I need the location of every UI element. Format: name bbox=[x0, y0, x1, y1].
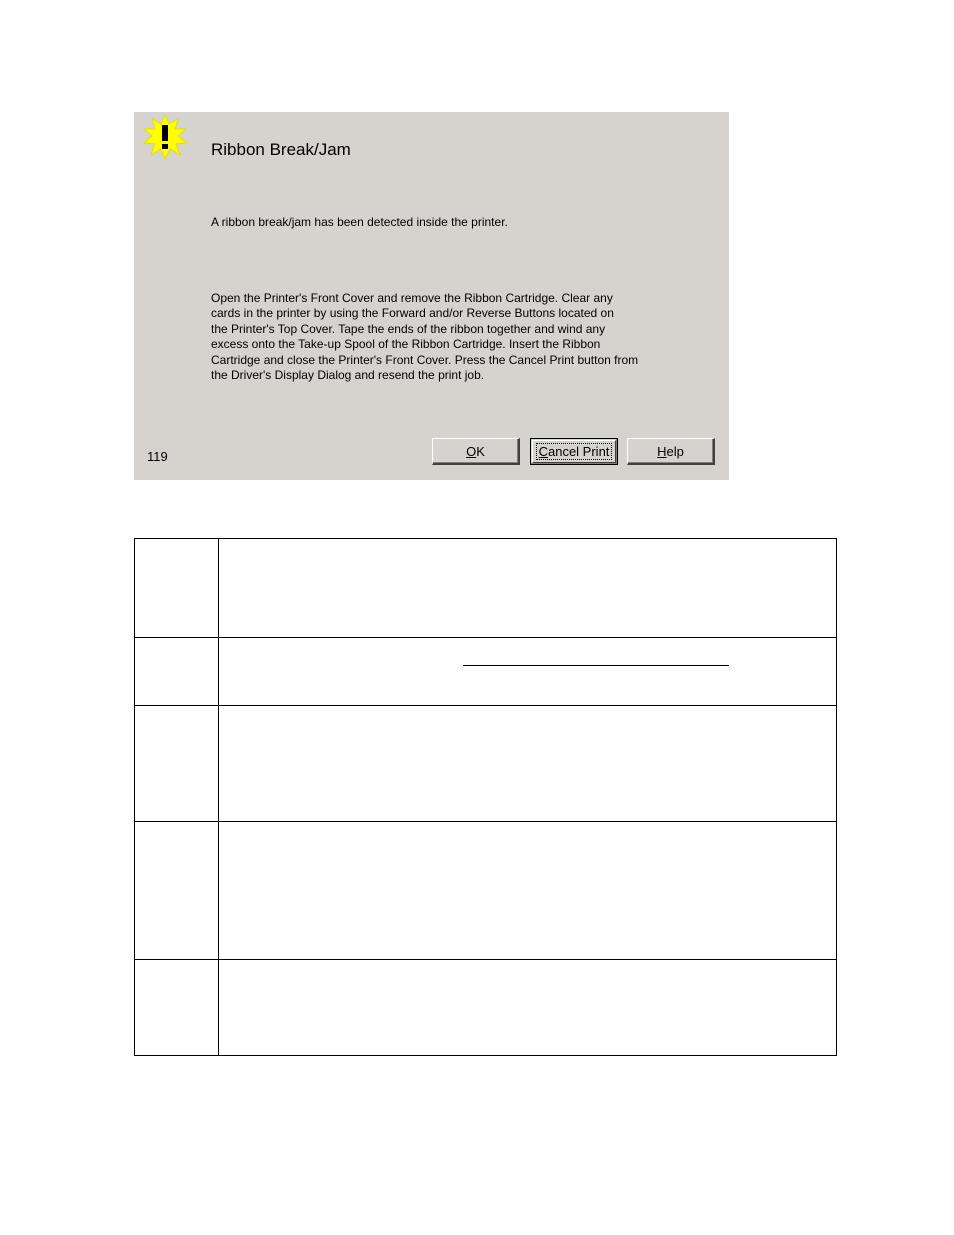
instruction-line: the Driver's Display Dialog and resend the print job. bbox=[211, 368, 485, 383]
table-cell bbox=[135, 638, 219, 706]
dialog-instructions bbox=[211, 291, 671, 383]
table-cell bbox=[135, 539, 219, 638]
table-cell bbox=[219, 822, 837, 960]
help-button[interactable] bbox=[627, 438, 715, 465]
table-cell bbox=[219, 706, 837, 822]
instruction-line: Open the Printer's Front Cover and remove the Ribbon Cartridge. Clear any bbox=[211, 291, 613, 305]
error-code: 119 bbox=[147, 449, 168, 464]
table-row bbox=[135, 638, 837, 706]
table-row bbox=[135, 822, 837, 960]
ribbon-break-jam-dialog bbox=[134, 112, 729, 480]
help-button-label: elp bbox=[666, 443, 684, 459]
ok-button-label: K bbox=[476, 443, 485, 459]
table-row bbox=[135, 539, 837, 638]
instruction-line: cards in the printer by using the Forward and/or Reverse Buttons located on bbox=[211, 306, 614, 321]
cancel-print-button-label: ancel Print bbox=[547, 444, 610, 459]
table-cell bbox=[219, 638, 837, 706]
table-cell bbox=[135, 822, 219, 960]
cancel-print-button[interactable] bbox=[530, 438, 618, 465]
dialog-title: Ribbon Break/Jam bbox=[211, 140, 351, 159]
ok-button[interactable] bbox=[432, 438, 520, 465]
help-button-mnemonic: H bbox=[657, 443, 667, 459]
table-cell bbox=[219, 539, 837, 638]
table-row bbox=[135, 706, 837, 822]
empty-table bbox=[134, 538, 837, 1056]
warning-icon bbox=[142, 114, 188, 160]
table-cell bbox=[135, 960, 219, 1056]
table-row bbox=[135, 960, 837, 1056]
table-cell bbox=[219, 960, 837, 1056]
ok-button-mnemonic: O bbox=[466, 443, 477, 459]
instruction-line: the Printer's Top Cover. Tape the ends of the ribbon together and wind any bbox=[211, 321, 606, 336]
table-cell bbox=[135, 706, 219, 822]
instruction-line: excess onto the Take-up Spool of the Ribbon Cartridge. Insert the Ribbon bbox=[211, 337, 601, 352]
underline-rule bbox=[463, 665, 729, 666]
cancel-print-button-mnemonic: C bbox=[538, 444, 548, 459]
instruction-line: Cartridge and close the Printer's Front Cover. Press the Cancel Print button from bbox=[211, 352, 639, 367]
dialog-message: A ribbon break/jam has been detected inside the printer. bbox=[211, 215, 508, 229]
